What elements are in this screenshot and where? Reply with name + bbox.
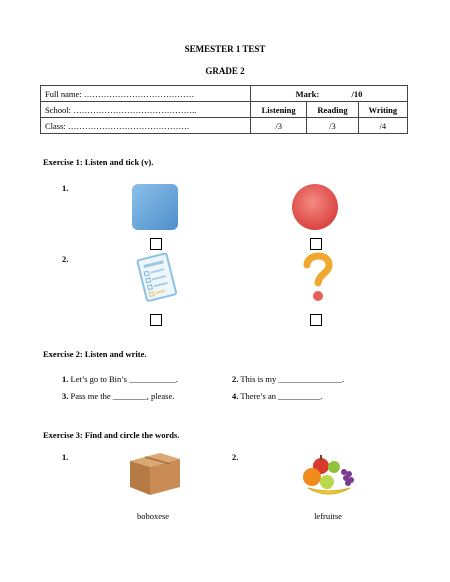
sentence-3-number: 3. (62, 391, 69, 401)
question-mark-image (298, 250, 338, 305)
exercise3-item1-number: 1. (62, 452, 69, 462)
full-name-field: Full name: ………………………………… (41, 86, 251, 102)
exercise2-sentence-2 (232, 374, 344, 384)
exercise2-sentence-4 (232, 391, 323, 401)
sentence-1-text: Let’s go to Bin’s ___________. (70, 374, 178, 384)
exercise2-sentence-1 (62, 374, 178, 384)
fruits-image (300, 452, 358, 498)
exercise2-sentence-3 (62, 391, 174, 401)
sentence-4-text: There’s an __________. (240, 391, 323, 401)
tick-box-1a[interactable] (150, 238, 162, 250)
student-info-table (40, 85, 408, 134)
grade-label: GRADE 2 (205, 66, 245, 76)
sentence-2-number: 2. (232, 374, 239, 384)
tick-box-2a[interactable] (150, 314, 162, 326)
exercise1-item1-number: 1. (62, 183, 69, 193)
mark-total: /10 (351, 88, 363, 99)
scrambled-word-1: boboxese (136, 511, 170, 521)
sentence-1-number: 1. (62, 374, 69, 384)
test-title: SEMESTER 1 TEST (184, 44, 266, 54)
listening-header: Listening (250, 102, 306, 118)
checklist-image (133, 252, 183, 304)
mark-label: Mark: (295, 88, 320, 99)
reading-header: Reading (307, 102, 358, 118)
writing-header: Writing (358, 102, 407, 118)
blue-square-image (131, 183, 179, 231)
tick-box-2b[interactable] (310, 314, 322, 326)
tick-box-1b[interactable] (310, 238, 322, 250)
exercise2-title: Exercise 2: Listen and write. (43, 349, 147, 359)
writing-score: /4 (358, 118, 407, 134)
school-field: School: …………………………………….. (41, 102, 251, 118)
listening-score: /3 (250, 118, 306, 134)
red-circle-image (291, 183, 339, 231)
scrambled-word-2: lefruitse (314, 511, 342, 521)
mark-cell (250, 86, 407, 102)
box-image (124, 447, 184, 499)
exercise3-item2-number: 2. (232, 452, 239, 462)
reading-score: /3 (307, 118, 358, 134)
sentence-4-number: 4. (232, 391, 239, 401)
sentence-2-text: This is my _______________. (240, 374, 345, 384)
exercise1-title: Exercise 1: Listen and tick (v). (43, 157, 154, 167)
exercise3-title: Exercise 3: Find and circle the words. (43, 430, 180, 440)
sentence-3-text: Pass me the ________, please. (70, 391, 175, 401)
exercise1-item2-number: 2. (62, 254, 69, 264)
class-field: Class: ……………………………………. (41, 118, 251, 134)
